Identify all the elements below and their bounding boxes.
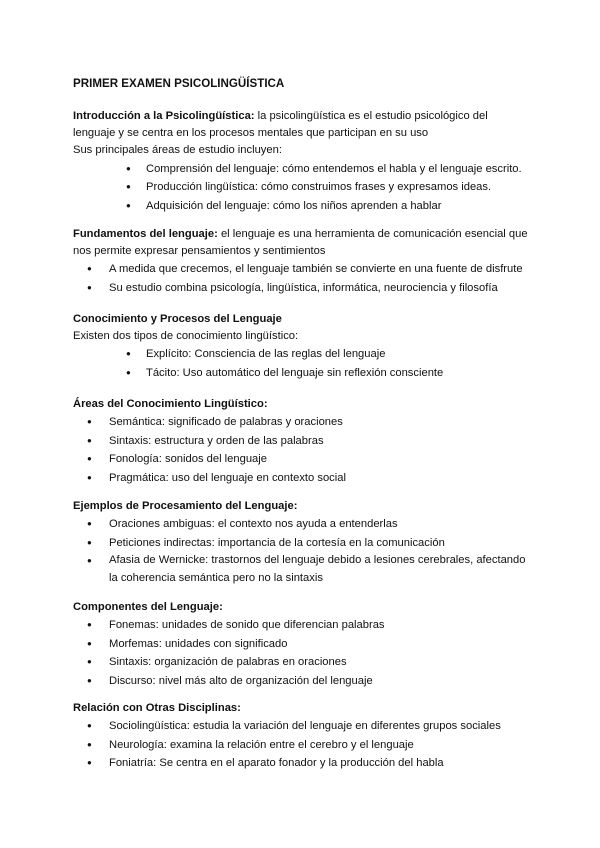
list-item: ● Afasia de Wernicke: trastornos del lenguaje debido a lesiones cerebrales, afectando la coherencia semántica pero no la sintaxis bbox=[73, 552, 533, 587]
section-ejemplos bbox=[73, 498, 533, 588]
section-text: el lenguaje es una herramienta de comunicación esencial que nos permite expresar pensamientos y sentimientos bbox=[73, 228, 528, 258]
section-heading: Introducción a la Psicolingüística: bbox=[73, 110, 255, 122]
bullet-list bbox=[73, 616, 533, 690]
section-heading: Relación con Otras Disciplinas: bbox=[73, 702, 241, 714]
list-item: ● Explícito: Consciencia de las reglas del lenguaje bbox=[73, 345, 533, 364]
bullet-list bbox=[73, 717, 533, 773]
list-item: ● Semántica: significado de palabras y oraciones bbox=[73, 413, 533, 432]
list-item: ● Peticiones indirectas: importancia de la cortesía en la comunicación bbox=[73, 534, 533, 553]
list-item: ● Sintaxis: organización de palabras en oraciones bbox=[73, 653, 533, 672]
list-item: ● A medida que crecemos, el lenguaje también se convierte en una fuente de disfrute bbox=[73, 260, 533, 279]
section-conocimiento bbox=[73, 311, 533, 383]
bullet-list bbox=[73, 515, 533, 587]
section-componentes bbox=[73, 599, 533, 691]
section-paragraph bbox=[73, 108, 533, 142]
section-areas bbox=[73, 396, 533, 488]
list-item: ● Producción lingüística: cómo construimos frases y expresamos ideas. bbox=[73, 178, 533, 197]
section-text: la psicolingüística es el estudio psicológico del lenguaje y se centra en los procesos mentales que participan en su uso bbox=[73, 110, 488, 140]
list-item: ● Su estudio combina psicología, lingüística, informática, neurociencia y filosofía bbox=[73, 279, 533, 298]
section-introduccion bbox=[73, 108, 533, 215]
list-item: ● Sociolingüística: estudia la variación del lenguaje en diferentes grupos sociales bbox=[73, 717, 533, 736]
list-item: ● Sintaxis: estructura y orden de las palabras bbox=[73, 432, 533, 451]
section-heading: Ejemplos de Procesamiento del Lenguaje: bbox=[73, 500, 298, 512]
section-intro: Sus principales áreas de estudio incluyen: bbox=[73, 144, 282, 157]
list-item: ● Comprensión del lenguaje: cómo entendemos el habla y el lenguaje escrito. bbox=[73, 160, 533, 179]
list-item: ● Oraciones ambiguas: el contexto nos ayuda a entenderlas bbox=[73, 515, 533, 534]
section-intro: Existen dos tipos de conocimiento lingüístico: bbox=[73, 330, 299, 343]
list-item: ● Adquisición del lenguaje: cómo los niños aprenden a hablar bbox=[73, 197, 533, 216]
list-item: ● Foniatría: Se centra en el aparato fonador y la producción del habla bbox=[73, 754, 533, 773]
list-item: ● Tácito: Uso automático del lenguaje sin reflexión consciente bbox=[73, 364, 533, 383]
bullet-list bbox=[73, 413, 533, 487]
section-fundamentos bbox=[73, 226, 533, 298]
section-heading: Conocimiento y Procesos del Lenguaje bbox=[73, 313, 282, 325]
list-item: ● Fonemas: unidades de sonido que diferencian palabras bbox=[73, 616, 533, 635]
bullet-list bbox=[73, 160, 533, 216]
section-relacion bbox=[73, 700, 533, 773]
list-item: ● Discurso: nivel más alto de organización del lenguaje bbox=[73, 672, 533, 691]
bullet-list bbox=[73, 345, 533, 382]
list-item: ● Morfemas: unidades con significado bbox=[73, 635, 533, 654]
list-item: ● Fonología: sonidos del lenguaje bbox=[73, 450, 533, 469]
section-heading: Componentes del Lenguaje: bbox=[73, 601, 223, 613]
document-title: PRIMER EXAMEN PSICOLINGÜÍSTICA bbox=[73, 77, 285, 90]
section-paragraph bbox=[73, 226, 533, 260]
section-heading: Áreas del Conocimiento Lingüístico: bbox=[73, 398, 268, 410]
list-item: ● Neurología: examina la relación entre el cerebro y el lenguaje bbox=[73, 736, 533, 755]
section-heading: Fundamentos del lenguaje: bbox=[73, 228, 218, 240]
list-item: ● Pragmática: uso del lenguaje en contexto social bbox=[73, 469, 533, 488]
bullet-list bbox=[73, 260, 533, 297]
